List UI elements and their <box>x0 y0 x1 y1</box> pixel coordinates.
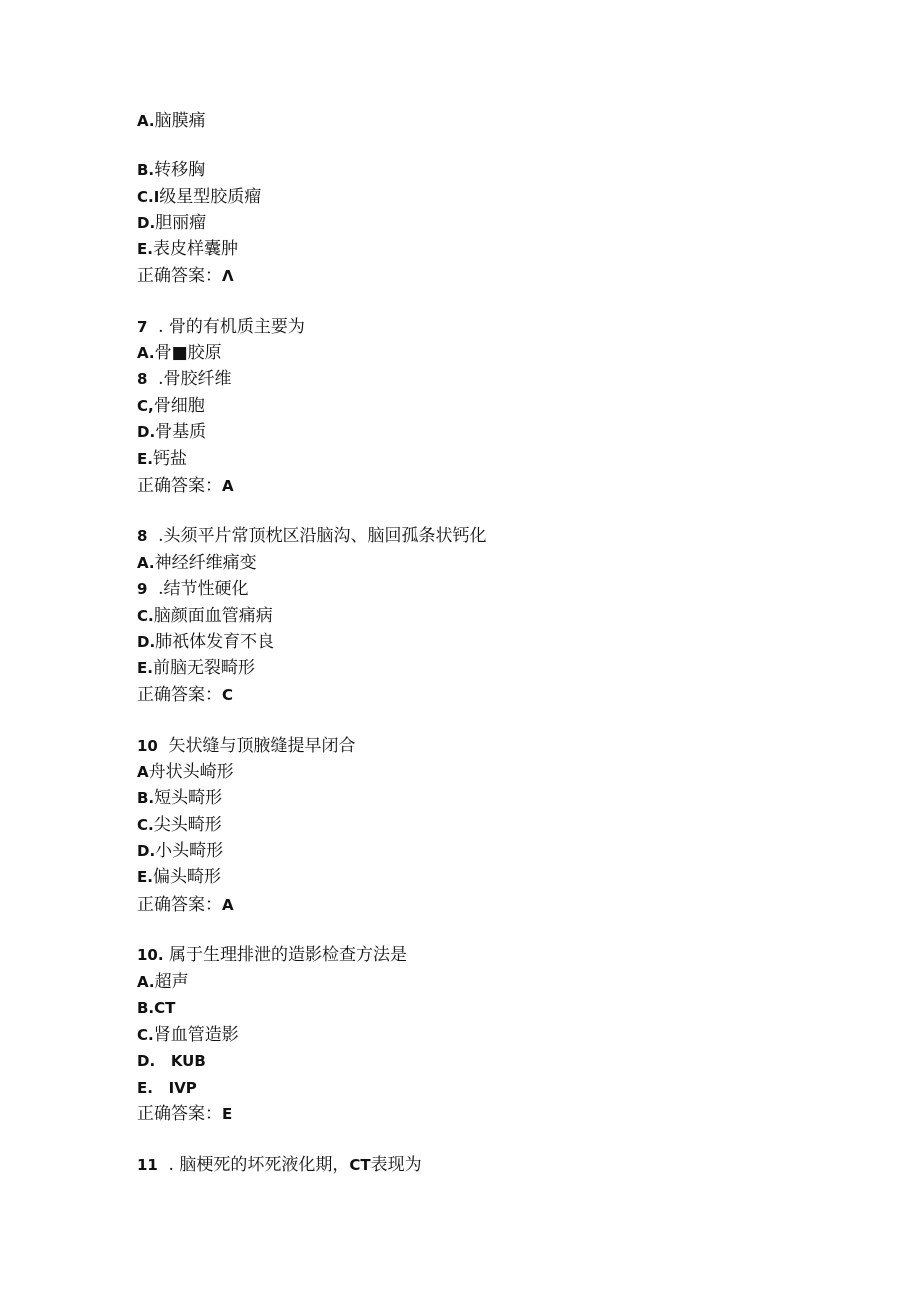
option-text: 前脑无裂畸形 <box>152 658 255 678</box>
answer-value: A <box>222 896 234 914</box>
option-text: 小头畸形 <box>155 841 224 861</box>
question-text: 属于生理排泄的造影检查方法是 <box>163 945 407 965</box>
answer-prefix: 正确答案： <box>137 685 222 705</box>
option-line <box>137 866 221 888</box>
option-text: 超声 <box>154 972 189 992</box>
question-number: 7 <box>137 318 153 336</box>
option-label: A. <box>137 344 155 362</box>
option-text: 胆丽瘤 <box>155 213 207 233</box>
question-line <box>137 525 486 547</box>
question-text: . 骨的有机质主要为 <box>152 317 305 337</box>
answer-line <box>137 265 234 287</box>
question-text: 矢状缝与顶腋缝提早闭合 <box>163 736 356 756</box>
option-label: E. <box>137 868 153 886</box>
option-label: A. <box>137 973 155 991</box>
option-label: E. <box>137 240 153 258</box>
question-line <box>137 735 356 757</box>
option-line <box>137 552 257 574</box>
question-number: 8 <box>137 527 153 545</box>
option-text: 短头畸形 <box>154 788 223 808</box>
option-text: 肺祇体发育不良 <box>155 632 275 652</box>
question-text-end: 表现为 <box>370 1155 422 1175</box>
answer-line <box>137 475 234 497</box>
option-line <box>137 395 205 417</box>
option-label: A <box>137 763 149 781</box>
option-line <box>137 814 222 836</box>
option-line <box>137 840 223 862</box>
option-line <box>137 342 222 364</box>
option-text: 转移胸 <box>154 160 206 180</box>
question-number: 10 <box>137 737 164 755</box>
option-label: C. <box>137 1026 154 1044</box>
option-line <box>137 761 234 783</box>
question-line <box>137 1154 422 1176</box>
option-line <box>137 186 261 208</box>
answer-prefix: 正确答案： <box>137 895 222 915</box>
option-label: E. <box>137 450 153 468</box>
option-label: D. <box>137 633 156 651</box>
answer-value: E <box>222 1105 233 1123</box>
option-text: 级星型胶质瘤 <box>159 187 262 207</box>
option-label: D. <box>137 423 156 441</box>
answer-value: A <box>222 477 234 495</box>
option-label: C. <box>137 816 154 834</box>
answer-value: C <box>222 686 234 704</box>
option-line <box>137 787 222 809</box>
option-line <box>137 971 189 993</box>
option-line <box>137 1024 239 1046</box>
question-line <box>137 944 407 966</box>
question-number: 10. <box>137 946 164 964</box>
option-label: B. <box>137 161 155 179</box>
option-label: D. <box>137 214 156 232</box>
option-text: 表皮样囊肿 <box>152 239 238 259</box>
option-text: 骨细胞 <box>153 396 205 416</box>
option-line <box>137 1050 206 1072</box>
option-text: 偏头畸形 <box>152 867 221 887</box>
answer-line <box>137 684 233 706</box>
question-text: . 脑梗死的坏死液化期， <box>163 1155 350 1175</box>
option-label: D. <box>137 842 156 860</box>
answer-prefix: 正确答案： <box>137 266 222 286</box>
option-line <box>137 448 187 470</box>
option-line <box>137 212 206 234</box>
option-text: 脑颜面血管痛病 <box>153 606 273 626</box>
option-label: C.I <box>137 188 160 206</box>
answer-line <box>137 1103 232 1125</box>
option-label: 8 <box>137 370 153 388</box>
option-text: 骨基质 <box>155 422 207 442</box>
option-label: B. <box>137 789 155 807</box>
option-text: 神经纤维痛变 <box>154 553 257 573</box>
question-text: .头须平片常顶枕区沿脑沟、脑回孤条状钙化 <box>152 526 487 546</box>
option-line <box>137 421 206 443</box>
option-text: 舟状头崎形 <box>148 762 234 782</box>
option-label: A. <box>137 554 155 572</box>
option-text: 钙盐 <box>152 449 187 469</box>
question-line <box>137 316 305 338</box>
answer-line <box>137 894 234 916</box>
answer-value: Λ <box>222 267 234 285</box>
option-text: .结节性硬化 <box>152 579 249 599</box>
option-text: .骨胶纤维 <box>152 369 232 389</box>
option-text: 尖头畸形 <box>153 815 222 835</box>
option-text: 骨■胶原 <box>154 343 222 363</box>
option-label: A. <box>137 112 155 130</box>
option-line <box>137 631 274 653</box>
option-line <box>137 605 273 627</box>
option-text: 脑膜痛 <box>154 111 206 131</box>
option-label: B.CT <box>137 999 176 1017</box>
option-label: E. IVP <box>137 1079 197 1097</box>
option-label: C. <box>137 607 154 625</box>
option-text: 肾血管造影 <box>153 1025 239 1045</box>
answer-prefix: 正确答案： <box>137 476 222 496</box>
question-inline-bold: CT <box>349 1156 371 1174</box>
option-line <box>137 110 206 132</box>
option-label: D. KUB <box>137 1052 206 1070</box>
option-line <box>137 578 248 600</box>
option-line <box>137 1077 197 1099</box>
answer-prefix: 正确答案： <box>137 1104 222 1124</box>
option-label: E. <box>137 659 153 677</box>
option-line <box>137 368 231 390</box>
option-label: 9 <box>137 580 153 598</box>
option-line <box>137 657 255 679</box>
option-line <box>137 238 238 260</box>
question-number: 11 <box>137 1156 164 1174</box>
option-label: C, <box>137 397 154 415</box>
option-line <box>137 997 175 1019</box>
option-line <box>137 159 205 181</box>
